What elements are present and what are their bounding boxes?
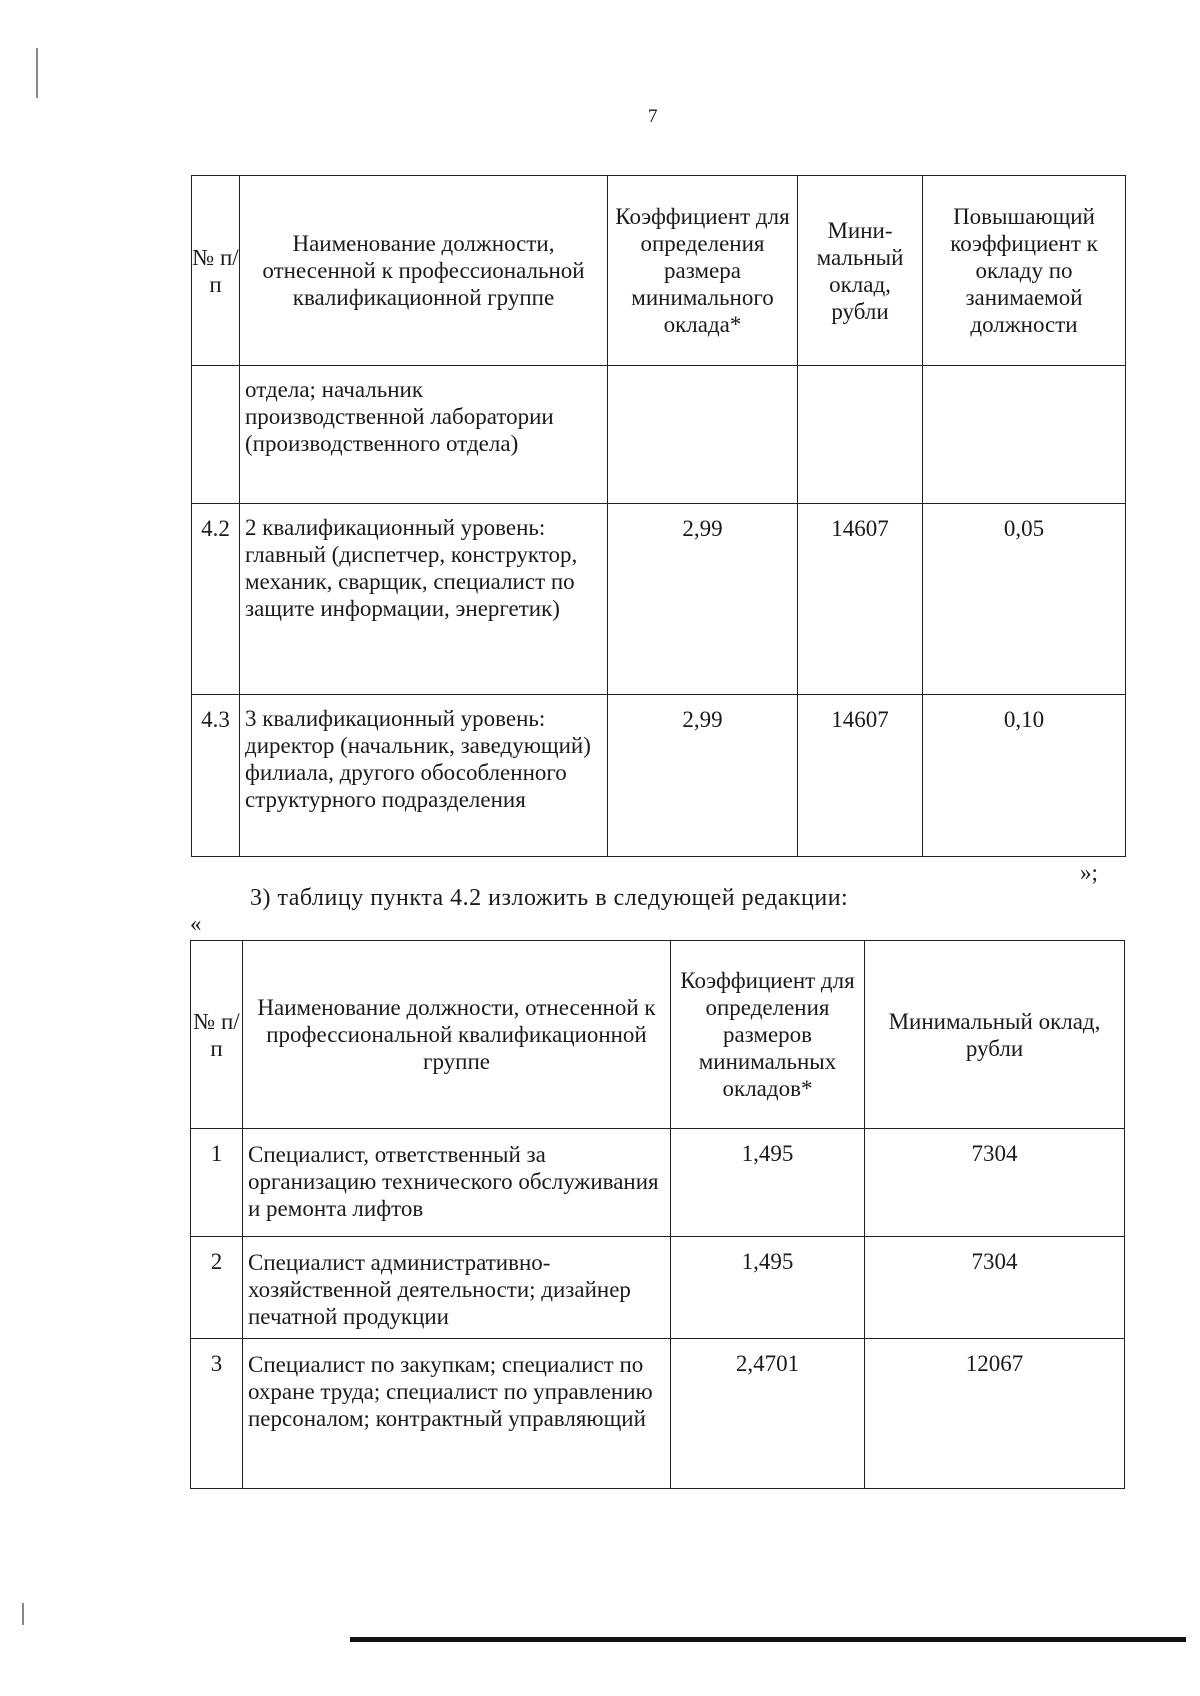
position-name: отдела; начальник производственной лаборатории (производственного отдела)	[240, 366, 608, 504]
table-row	[192, 504, 1126, 695]
position-name: 3 квалификационный уровень: директор (начальник, заведующий) филиала, другого обособленного структурного подразделения	[240, 695, 608, 857]
row-number	[192, 366, 240, 504]
raise-coefficient	[923, 366, 1126, 504]
col-header-min-salary: Минимальный оклад, рубли	[865, 941, 1125, 1129]
table-row	[191, 1129, 1125, 1237]
min-salary: 7304	[865, 1237, 1125, 1339]
position-name: Специалист административно-хозяйственной деятельности; дизайнер печатной продукции	[243, 1237, 671, 1339]
col-header-raise-coefficient: Повышающий коэффициент к окладу по занимаемой должности	[923, 176, 1126, 366]
min-salary: 14607	[798, 695, 923, 857]
row-number: 1	[191, 1129, 243, 1237]
salary-table-lower	[190, 940, 1125, 1489]
coefficient: 2,99	[608, 695, 798, 857]
coefficient	[608, 366, 798, 504]
min-salary	[798, 366, 923, 504]
row-number: 4.2	[192, 504, 240, 695]
margin-mark	[36, 48, 38, 98]
col-header-position-name: Наименование должности, отнесенной к профессиональной квалификационной группе	[240, 176, 608, 366]
table-header-row	[192, 176, 1126, 366]
col-header-coefficient: Коэффициент для определения размеров минимальных окладов*	[671, 941, 865, 1129]
coefficient: 2,4701	[671, 1339, 865, 1489]
row-number: 3	[191, 1339, 243, 1489]
salary-table-upper	[191, 175, 1126, 857]
min-salary: 12067	[865, 1339, 1125, 1489]
closing-quote: »;	[1080, 860, 1098, 885]
table-row	[191, 1237, 1125, 1339]
col-header-number: № п/п	[191, 941, 243, 1129]
margin-mark	[22, 1603, 24, 1625]
col-header-position-name: Наименование должности, отнесенной к профессиональной квалификационной группе	[243, 941, 671, 1129]
opening-quote: «	[190, 911, 202, 936]
bottom-rule	[350, 1637, 1186, 1642]
row-number: 4.3	[192, 695, 240, 857]
coefficient: 2,99	[608, 504, 798, 695]
min-salary: 7304	[865, 1129, 1125, 1237]
raise-coefficient: 0,10	[923, 695, 1126, 857]
table-row	[191, 1339, 1125, 1489]
min-salary: 14607	[798, 504, 923, 695]
position-name: Специалист, ответственный за организацию технического обслуживания и ремонта лифтов	[243, 1129, 671, 1237]
page-number: 7	[648, 106, 658, 127]
table-row	[192, 695, 1126, 857]
col-header-min-salary: Мини-мальный оклад, рубли	[798, 176, 923, 366]
table-row	[192, 366, 1126, 504]
raise-coefficient: 0,05	[923, 504, 1126, 695]
amendment-instruction: 3) таблицу пункта 4.2 изложить в следующей редакции:	[250, 885, 849, 911]
row-number: 2	[191, 1237, 243, 1339]
col-header-coefficient: Коэффициент для определения размера минимального оклада*	[608, 176, 798, 366]
coefficient: 1,495	[671, 1237, 865, 1339]
table-header-row	[191, 941, 1125, 1129]
col-header-number: № п/п	[192, 176, 240, 366]
coefficient: 1,495	[671, 1129, 865, 1237]
position-name: Специалист по закупкам; специалист по охране труда; специалист по управлению персоналом; контрактный управляющий	[243, 1339, 671, 1489]
position-name: 2 квалификационный уровень: главный (диспетчер, конструктор, механик, сварщик, специалист по защите информации, энергетик)	[240, 504, 608, 695]
